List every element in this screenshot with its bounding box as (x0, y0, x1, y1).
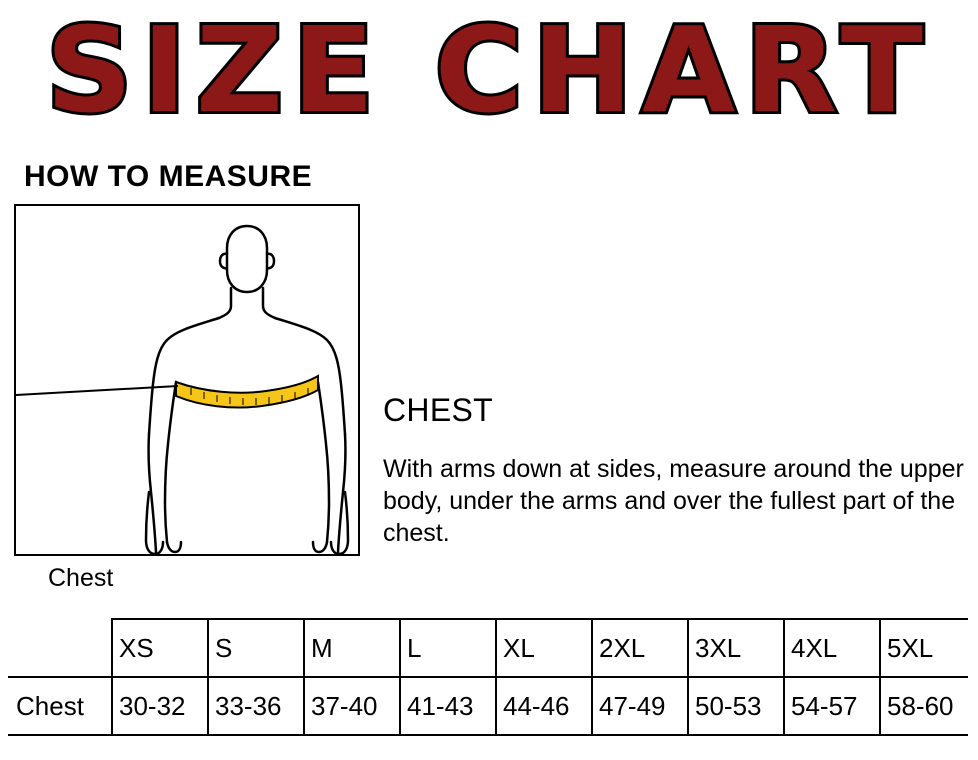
table-header-xl: XL (496, 619, 592, 677)
measurement-illustration-box (14, 204, 360, 592)
table-cell-chest-3xl: 50-53 (688, 677, 784, 735)
table-cell-chest-5xl: 58-60 (880, 677, 968, 735)
table-header-2xl: 2XL (592, 619, 688, 677)
table-header-l: L (400, 619, 496, 677)
table-header-3xl: 3XL (688, 619, 784, 677)
title-banner (0, 0, 978, 146)
description-heading: CHEST (383, 392, 493, 428)
table-row-label-chest: Chest (8, 677, 112, 735)
table-header-m: M (304, 619, 400, 677)
chest-leader-line (16, 386, 178, 395)
table-header-xs: XS (112, 619, 208, 677)
table-row-headers (8, 619, 968, 677)
table-cell-chest-4xl: 54-57 (784, 677, 880, 735)
table-cell-chest-m: 37-40 (304, 677, 400, 735)
table-header-4xl: 4XL (784, 619, 880, 677)
table-corner-cell (8, 619, 112, 677)
page-title: SIZE CHART (45, 1, 933, 139)
table-row-chest (8, 677, 968, 735)
male-torso-icon (16, 206, 358, 554)
chest-measure-label: Chest (48, 564, 114, 592)
tape-measure-icon (176, 376, 318, 408)
table-header-s: S (208, 619, 304, 677)
table-cell-chest-l: 41-43 (400, 677, 496, 735)
size-chart-table (8, 618, 968, 736)
table-cell-chest-2xl: 47-49 (592, 677, 688, 735)
section-heading-how-to-measure: HOW TO MEASURE (24, 160, 313, 193)
table-cell-chest-xs: 30-32 (112, 677, 208, 735)
table-cell-chest-s: 33-36 (208, 677, 304, 735)
table-cell-chest-xl: 44-46 (496, 677, 592, 735)
description-body: With arms down at sides, measure around the upper body, under the arms and over the fullest part of the chest. (383, 455, 964, 547)
table-header-5xl: 5XL (880, 619, 968, 677)
